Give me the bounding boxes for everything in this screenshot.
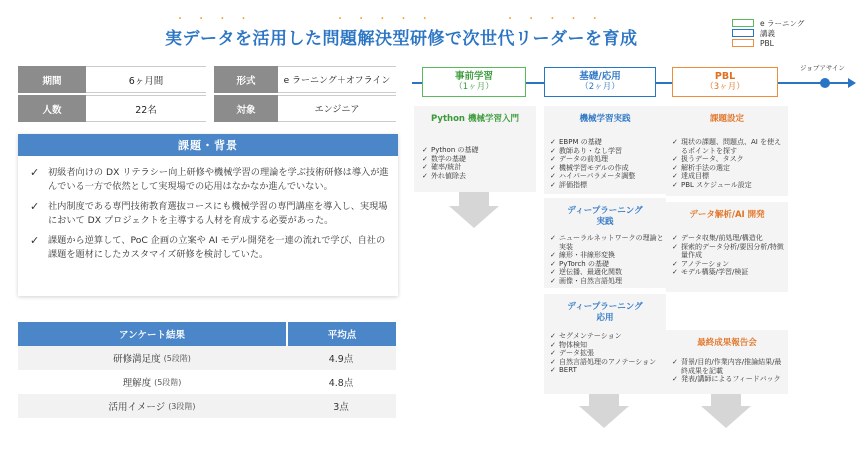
list-item-text: セグメンテーション	[559, 332, 622, 340]
job-assign-label: ジョブアサイン	[800, 64, 845, 72]
list-item-text: 逆伝播、最適化関数	[559, 268, 622, 276]
list-item	[550, 349, 664, 358]
legend-item-elearning	[732, 18, 804, 28]
list-item	[550, 366, 664, 375]
phase-basic-applied	[544, 67, 656, 97]
check-icon: ✓	[672, 375, 678, 383]
down-arrow-icon	[579, 406, 629, 428]
background-item-text: 社内制度である専門技術教育選抜コースにも機械学習の専門講座を導入し、実現場において DX プロジェクトを主導する人材を育成する必要があった。	[48, 201, 388, 226]
check-icon: ✓	[550, 276, 556, 285]
list-item-text: 線形・非線形変換	[559, 251, 615, 259]
background-item	[30, 200, 390, 228]
table-row	[18, 394, 396, 418]
survey-body	[18, 346, 396, 418]
list-item	[550, 268, 664, 277]
page-title: 実データを活用した問題解決型研修で次世代リーダーを育成	[165, 29, 638, 49]
target-label: 対象	[214, 95, 278, 122]
dl-applied-title	[544, 302, 666, 324]
phase-name: PBL	[714, 71, 736, 82]
list-item	[422, 146, 536, 155]
check-icon: ✓	[672, 268, 678, 276]
background-header: 課題・背景	[18, 134, 398, 156]
pre-learning-list	[422, 146, 536, 180]
check-icon: ✓	[550, 172, 556, 180]
list-item-text: 自然言語処理のアノテーション	[559, 357, 657, 366]
down-arrow-stem	[459, 192, 489, 206]
check-icon: ✓	[672, 259, 678, 268]
check-icon: ✓	[422, 154, 428, 163]
job-assign-marker	[820, 78, 830, 88]
background-item	[30, 166, 390, 194]
list-item-text: 達成目標	[681, 172, 709, 180]
check-icon: ✓	[672, 155, 678, 163]
check-icon: ✓	[550, 259, 556, 268]
legend	[732, 18, 804, 48]
phase-duration: （2ヶ月）	[580, 82, 620, 92]
check-icon: ✓	[422, 163, 428, 171]
list-item-text: PBL スケジュール設定	[681, 180, 752, 189]
check-icon: ✓	[672, 163, 678, 172]
dl-practice-list	[550, 234, 664, 285]
legend-item-pbl	[732, 38, 804, 48]
check-icon: ✓	[672, 172, 678, 180]
list-item	[672, 234, 786, 243]
list-item	[672, 155, 786, 164]
phase-duration: （3ヶ月）	[705, 82, 745, 92]
check-icon: ✓	[550, 234, 556, 242]
list-item-text: 発表/講師によるフィードバック	[681, 375, 781, 383]
list-item-text: 背景/目的/作業内容/推論結果/最終成果を記載	[681, 358, 782, 375]
check-icon: ✓	[30, 234, 40, 247]
list-item	[550, 332, 664, 341]
list-item-text: 機械学習モデルの作成	[559, 163, 629, 172]
format-label: 形式	[214, 66, 278, 93]
dl-applied-title-line2: 応用	[596, 313, 614, 323]
check-icon: ✓	[672, 180, 678, 189]
survey-table	[18, 322, 396, 418]
list-item-text: アノテーション	[681, 259, 730, 268]
list-item	[550, 234, 664, 251]
list-item-text: 現状の課題、問題点、AI を使えるポイントを探す	[681, 138, 782, 155]
legend-label: PBL	[760, 38, 774, 48]
list-item-text: 画像・自然言語処理	[559, 276, 622, 285]
target-value: エンジニア	[278, 95, 396, 122]
check-icon: ✓	[550, 251, 556, 259]
check-icon: ✓	[550, 268, 556, 276]
analysis-title: データ解析/AI 開発	[689, 210, 765, 220]
check-icon: ✓	[550, 366, 556, 374]
list-item	[550, 155, 664, 164]
survey-item-scale: (5段階)	[154, 377, 182, 387]
legend-label: 講義	[760, 28, 775, 38]
list-item	[672, 172, 786, 181]
down-arrow-stem	[589, 394, 619, 406]
dl-practice-title-line2: 実践	[596, 217, 614, 227]
survey-row-label	[18, 394, 286, 418]
people-label: 人数	[18, 95, 86, 122]
final-report-title: 最終成果報告会	[697, 338, 757, 348]
dl-applied-title-line1: ディープラーニング	[567, 302, 643, 312]
list-item-text: データ拡張	[559, 349, 594, 357]
phase-pbl	[672, 67, 778, 97]
survey-col-result: アンケート結果	[119, 330, 185, 341]
check-icon: ✓	[672, 358, 678, 366]
list-item-text: ハイパーパラメータ調整	[559, 172, 636, 180]
legend-item-lecture	[732, 28, 804, 38]
list-item-text: 解析手法の選定	[681, 163, 730, 172]
list-item-text: 扱うデータ、タスク	[681, 155, 744, 163]
list-item-text: データの前処理	[559, 155, 608, 163]
check-icon: ✓	[550, 340, 556, 349]
info-row	[18, 95, 396, 122]
down-arrow-icon	[449, 206, 499, 228]
list-item-text: 数学の基礎	[431, 154, 466, 163]
list-item-text: 確率/統計	[431, 163, 462, 171]
list-item-text: Python の基礎	[431, 146, 479, 154]
list-item	[550, 172, 664, 181]
list-item-text: 探索的データ分析/要因分析/特徴量作成	[681, 242, 784, 259]
list-item	[550, 138, 664, 147]
ml-practice-list	[550, 138, 664, 189]
check-icon: ✓	[550, 155, 556, 163]
dl-practice-title-line1: ディープラーニング	[567, 206, 643, 216]
list-item	[672, 260, 786, 269]
survey-col-average: 平均点	[286, 322, 396, 346]
problem-setting-title: 課題設定	[709, 114, 744, 124]
phase-name: 基礎/応用	[579, 71, 621, 82]
list-item	[550, 164, 664, 173]
list-item-text: PyTorch の基礎	[559, 259, 609, 268]
survey-row-label	[18, 370, 286, 394]
survey-item-score: 4.9点	[328, 354, 354, 365]
list-item	[672, 268, 786, 277]
phase-pre-learning	[422, 67, 526, 97]
list-item-text: 評価指標	[559, 180, 587, 189]
check-icon: ✓	[550, 138, 556, 146]
list-item	[550, 358, 664, 367]
problem-setting-list	[672, 138, 786, 189]
list-item	[550, 277, 664, 286]
check-icon: ✓	[422, 146, 428, 154]
legend-label: e ラーニング	[760, 18, 805, 28]
analysis-list	[672, 234, 786, 277]
format-value: e ラーニング＋オフライン	[278, 66, 396, 93]
check-icon: ✓	[550, 180, 556, 189]
survey-item-score: 4.8点	[328, 378, 354, 389]
list-item-text: データ収集/前処理/構造化	[681, 234, 763, 242]
list-item	[550, 147, 664, 156]
check-icon: ✓	[672, 138, 678, 146]
background-item-text: 初級者向けの DX リテラシー向上研修や機械学習の理論を学ぶ技術研修は導入が進んでいる一方で依然として実現場での応用はなかなか進んでいない。	[48, 167, 389, 192]
people-value: 22名	[86, 95, 206, 122]
legend-swatch-elearning	[732, 19, 754, 27]
list-item	[672, 243, 786, 260]
list-item-text: BERT	[559, 366, 577, 374]
list-item	[550, 181, 664, 190]
phase-duration: （1ヶ月）	[454, 82, 494, 92]
table-row	[18, 346, 396, 370]
background-item-text: 課題から逆算して、PoC 企画の立案や AI モデル開発を一連の流れで学び、自社の課題を題材にしたカスタマイズ研修を検討していた。	[48, 235, 386, 260]
check-icon: ✓	[30, 166, 40, 179]
legend-swatch-lecture	[732, 29, 754, 37]
survey-item-name: 活用イメージ	[108, 402, 166, 413]
period-label: 期間	[18, 66, 86, 93]
list-item	[550, 251, 664, 260]
survey-item-score: 3点	[333, 402, 349, 413]
check-icon: ✓	[672, 234, 678, 242]
background-panel	[18, 134, 398, 296]
list-item	[672, 358, 786, 375]
survey-item-scale: (3段階)	[168, 401, 196, 411]
ml-practice-title: 機械学習実践	[579, 114, 631, 124]
survey-row-label	[18, 346, 286, 370]
table-row	[18, 370, 396, 394]
pre-learning-title: Python 機械学習入門	[431, 114, 519, 124]
list-item	[672, 138, 786, 155]
info-table	[18, 66, 396, 124]
list-item-text: モデル構築/学習/検証	[681, 268, 749, 276]
check-icon: ✓	[550, 357, 556, 366]
list-item	[422, 155, 536, 164]
dl-applied-list	[550, 332, 664, 375]
period-value: 6ヶ月間	[86, 66, 206, 93]
phase-name: 事前学習	[454, 71, 493, 82]
down-arrow-icon	[701, 406, 751, 428]
list-item-text: 物体検知	[559, 340, 587, 349]
list-item	[422, 172, 536, 181]
list-item-text: 外れ値除去	[431, 171, 466, 180]
check-icon: ✓	[550, 163, 556, 172]
list-item	[422, 163, 536, 172]
legend-swatch-pbl	[732, 39, 754, 47]
timeline-arrow-icon	[848, 78, 856, 88]
check-icon: ✓	[30, 200, 40, 213]
check-icon: ✓	[550, 349, 556, 357]
survey-item-name: 理解度	[122, 378, 152, 389]
list-item-text: EBPM の基礎	[559, 138, 602, 146]
background-list	[18, 156, 398, 262]
down-arrow-stem	[711, 394, 741, 406]
info-row	[18, 66, 396, 93]
check-icon: ✓	[422, 171, 428, 180]
list-item	[550, 341, 664, 350]
list-item	[672, 164, 786, 173]
survey-item-scale: (5段階)	[163, 353, 191, 363]
check-icon: ✓	[672, 242, 678, 251]
list-item	[672, 181, 786, 190]
list-item-text: 教師あり・なし学習	[559, 146, 622, 155]
check-icon: ✓	[550, 146, 556, 155]
list-item-text: ニューラルネットワークの理論と実装	[559, 234, 664, 251]
list-item	[672, 375, 786, 384]
background-item	[30, 234, 390, 262]
survey-item-name: 研修満足度	[113, 354, 161, 365]
check-icon: ✓	[550, 332, 556, 340]
survey-header	[18, 322, 396, 346]
list-item	[550, 260, 664, 269]
dl-practice-title	[544, 206, 666, 228]
final-report-list	[672, 358, 786, 384]
